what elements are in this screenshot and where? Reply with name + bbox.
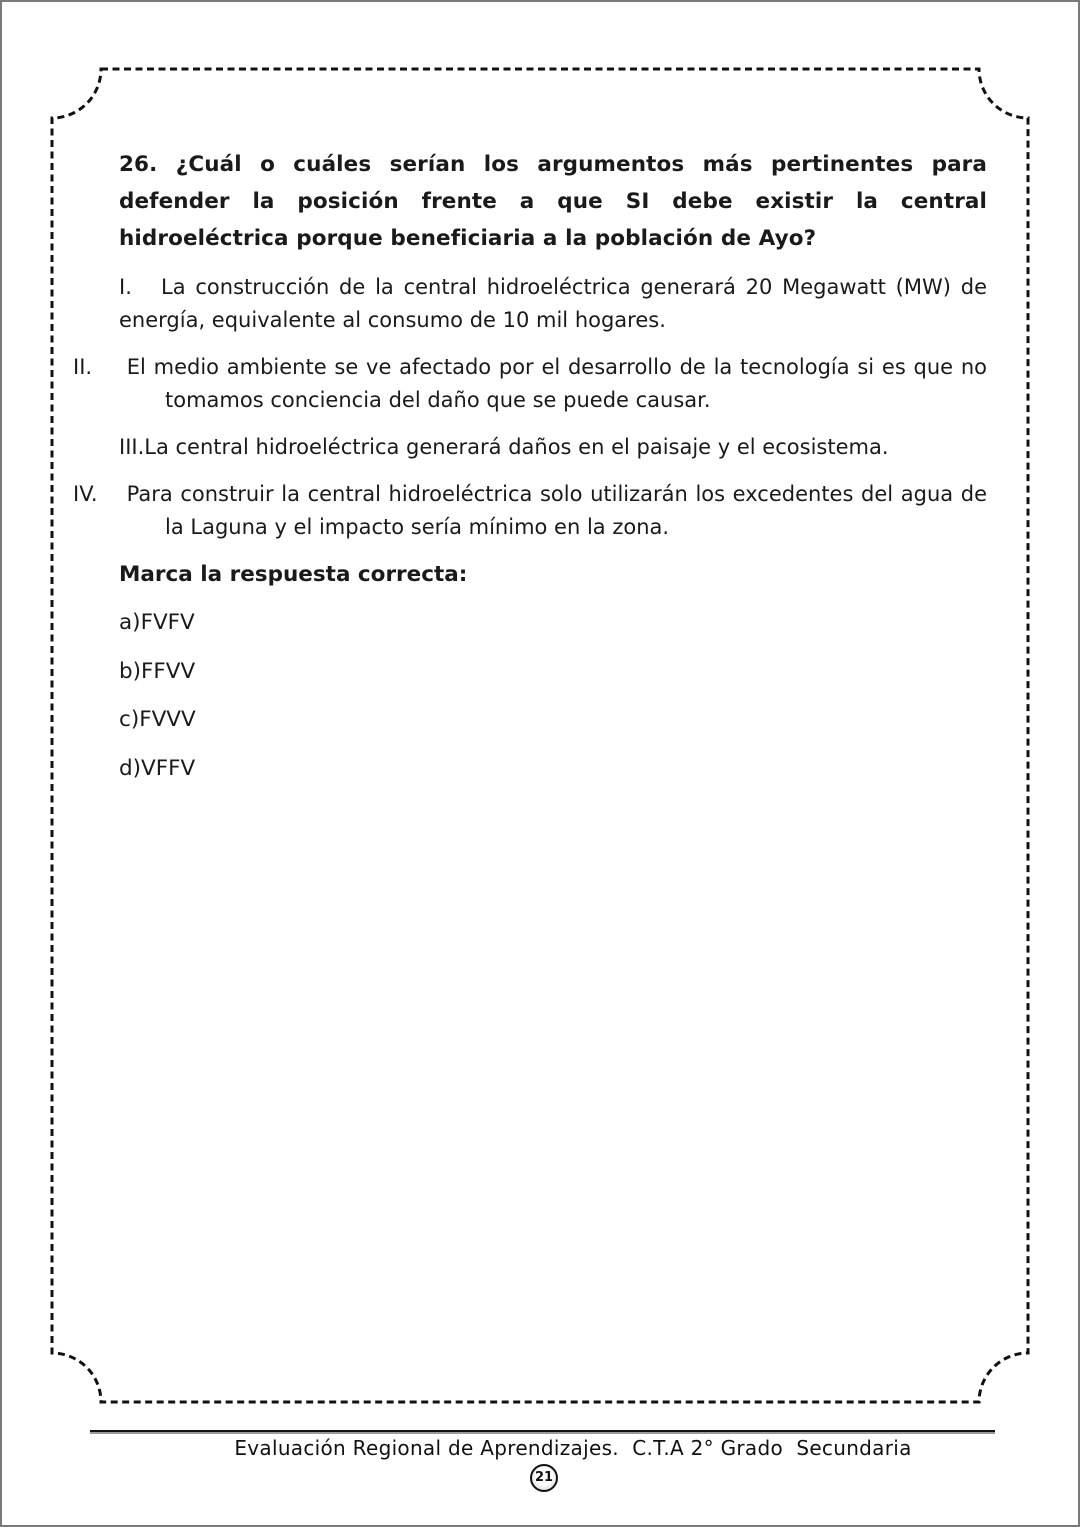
option-value: FVFV bbox=[140, 610, 195, 635]
footer-divider-shadow bbox=[90, 1432, 995, 1434]
question-text: 26. ¿Cuál o cuáles serían los argumentos más pertinentes para defender la posición frente a que SI debe existir la central hidroeléctrica porque beneficiaria a la población de Ayo? bbox=[119, 152, 987, 251]
option-label: a) bbox=[119, 610, 141, 635]
option-value: FVVV bbox=[139, 707, 196, 732]
statement-4: IV. Para construir la central hidroeléctrica solo utilizarán los excedentes del agua de la Laguna y el impacto sería mínimo en la zona. bbox=[73, 482, 987, 539]
option-b[interactable] bbox=[119, 655, 987, 688]
option-a[interactable] bbox=[119, 606, 987, 639]
option-value: VFFV bbox=[141, 755, 196, 781]
instruction-text: Marca la respuesta correcta: bbox=[119, 562, 468, 587]
option-d[interactable] bbox=[119, 752, 987, 785]
option-c[interactable] bbox=[119, 703, 987, 736]
option-label: b) bbox=[119, 658, 142, 684]
statement-1 bbox=[119, 271, 987, 337]
option-label: c) bbox=[119, 707, 140, 732]
statement-text: El medio ambiente se ve afectado por el desarrollo de la tecnología si es que no tomamos conciencia del daño que se puede causar. bbox=[126, 355, 987, 412]
statement-text: La construcción de la central hidroeléctrica generará 20 Megawatt (MW) de energía, equivalente al consumo de 10 mil hogares. bbox=[119, 275, 987, 332]
question-content bbox=[73, 146, 987, 800]
statement-numeral: III. bbox=[119, 435, 145, 459]
footer-title: Evaluación Regional de Aprendizajes. C.T.A 2° Grado Secundaria bbox=[234, 1436, 912, 1460]
option-label: d) bbox=[119, 755, 142, 781]
statement-text: Para construir la central hidroeléctrica solo utilizarán los excedentes del agua de la Laguna y el impacto sería mínimo en la zona. bbox=[126, 482, 987, 539]
page-number-badge: 21 bbox=[530, 1464, 558, 1492]
statement-3 bbox=[119, 431, 987, 464]
statement-text: La central hidroeléctrica generará daños en el paisaje y el ecosistema. bbox=[144, 435, 889, 459]
option-value: FFVV bbox=[141, 658, 196, 684]
statement-numeral: I. bbox=[119, 275, 132, 299]
statement-2: II. El medio ambiente se ve afectado por el desarrollo de la tecnología si es que no tomamos conciencia del daño que se puede causar. bbox=[73, 355, 987, 412]
